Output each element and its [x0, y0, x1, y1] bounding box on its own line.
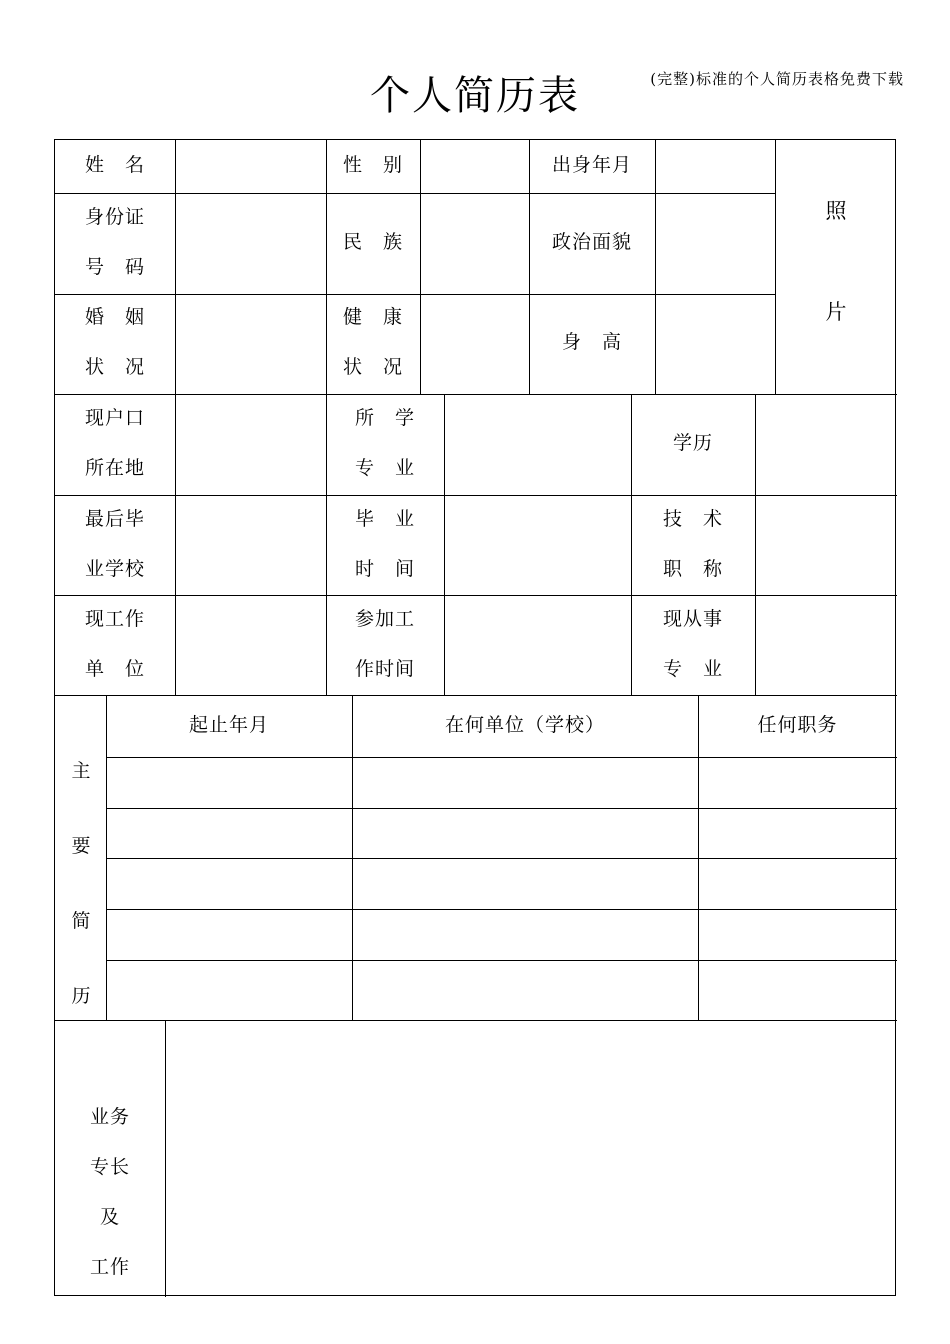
label-hukou-1: 现户口: [84, 407, 145, 429]
label-birth: 出身年月: [551, 154, 632, 176]
birth-field[interactable]: [656, 141, 774, 193]
document-title: 个人简历表: [370, 73, 580, 119]
resume-header-position: 任何职务: [757, 714, 838, 736]
resume-side-3: 简: [71, 910, 91, 932]
label-major-2: 专 业: [354, 457, 415, 479]
label-gender: 性 别: [342, 154, 403, 176]
label-name: 姓 名: [84, 154, 145, 176]
gradtime-field[interactable]: [445, 497, 630, 594]
label-health-1: 健 康: [342, 306, 403, 328]
ethnic-field[interactable]: [421, 195, 528, 293]
gender-field[interactable]: [421, 141, 528, 193]
label-ethnic: 民 族: [342, 231, 403, 253]
label-title-2: 职 称: [662, 558, 723, 580]
major-field[interactable]: [445, 396, 630, 494]
label-school-2: 业学校: [84, 558, 145, 580]
label-major-1: 所 学: [354, 407, 415, 429]
resume-header-unit: 在何单位（学校）: [444, 714, 605, 736]
worktime-field[interactable]: [445, 597, 630, 694]
id-number-field[interactable]: [176, 195, 325, 293]
photo-label-1: 照: [825, 199, 848, 223]
skills-label-2: 专长: [89, 1156, 130, 1178]
employer-field[interactable]: [176, 597, 325, 694]
label-political: 政治面貌: [551, 231, 632, 253]
table-row[interactable]: [107, 860, 896, 908]
resume-side-2: 要: [71, 835, 91, 857]
degree-field[interactable]: [756, 396, 896, 494]
label-worktime-1: 参加工: [354, 608, 415, 630]
photo-label-2: 片: [825, 300, 848, 324]
school-field[interactable]: [176, 497, 325, 594]
label-marital-1: 婚 姻: [84, 306, 145, 328]
photo-box[interactable]: [776, 141, 896, 394]
skills-label-1: 业务: [89, 1106, 130, 1128]
label-field-1: 现从事: [662, 608, 723, 630]
health-field[interactable]: [421, 296, 528, 393]
label-id-1: 身份证: [84, 206, 145, 228]
hukou-field[interactable]: [176, 396, 325, 494]
skills-label-3: 及: [99, 1206, 120, 1228]
label-school-1: 最后毕: [84, 508, 145, 530]
top-note: (完整)标准的个人简历表格免费下载: [650, 70, 904, 88]
table-row[interactable]: [107, 962, 896, 1019]
label-worktime-2: 作时间: [354, 658, 415, 680]
resume-side-1: 主: [71, 760, 91, 782]
label-degree: 学历: [672, 432, 713, 454]
label-field-2: 专 业: [662, 658, 723, 680]
label-title-1: 技 术: [662, 508, 723, 530]
table-row[interactable]: [107, 810, 896, 857]
label-gradtime-2: 时 间: [354, 558, 415, 580]
label-employer-2: 单 位: [84, 658, 145, 680]
label-employer-1: 现工作: [84, 608, 145, 630]
resume-form: [54, 139, 896, 1296]
label-hukou-2: 所在地: [84, 457, 145, 479]
label-marital-2: 状 况: [84, 356, 145, 378]
skills-label-4: 工作: [89, 1256, 130, 1278]
political-field[interactable]: [656, 195, 774, 293]
label-height: 身 高: [561, 331, 622, 353]
resume-side-4: 历: [71, 985, 91, 1007]
table-row[interactable]: [107, 911, 896, 959]
label-health-2: 状 况: [342, 356, 403, 378]
field-field[interactable]: [756, 597, 896, 694]
name-field[interactable]: [176, 141, 325, 193]
skills-field[interactable]: [166, 1022, 896, 1296]
height-field[interactable]: [656, 296, 774, 393]
marital-field[interactable]: [176, 296, 325, 393]
label-gradtime-1: 毕 业: [354, 508, 415, 530]
resume-header-period: 起止年月: [188, 714, 269, 736]
title-field[interactable]: [756, 497, 896, 594]
table-row[interactable]: [107, 759, 896, 807]
label-id-2: 号 码: [84, 256, 145, 278]
